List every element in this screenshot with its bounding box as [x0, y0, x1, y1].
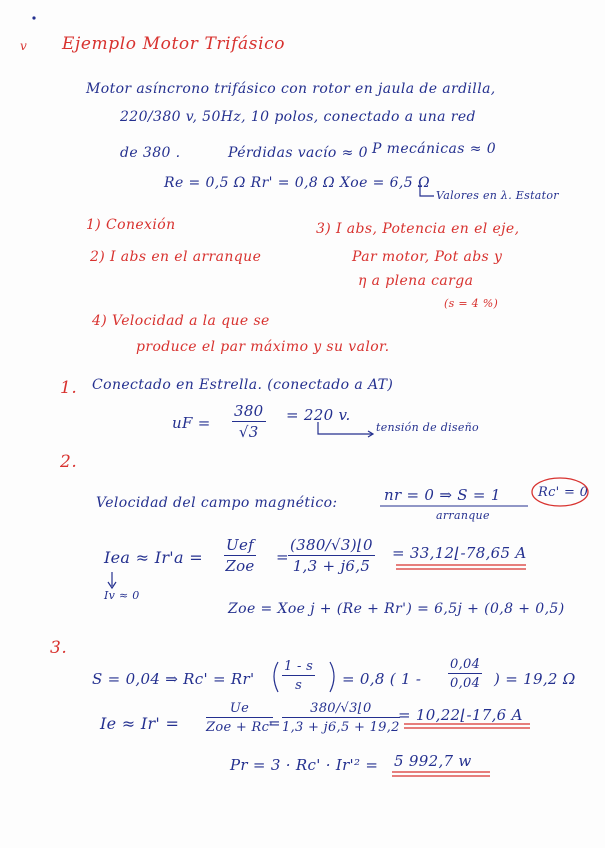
answer-3-current-result: = 10,22⌊-17,6 A — [398, 706, 523, 724]
answer-2-condition: nr = 0 ⇒ S = 1 — [384, 486, 501, 504]
left-paren — [274, 662, 278, 692]
statement-line-2: 220/380 v, 50Hz, 10 polos, conectado a una red — [120, 109, 476, 125]
answer-3-slip: S = 0,04 ⇒ Rc' = Rr' — [92, 670, 255, 688]
question-1: 1) Conexión — [86, 217, 176, 233]
statement-line-3a: de 380 . — [120, 145, 181, 161]
answer-1-lhs: uF = — [172, 414, 211, 432]
answer-2-fraction-2 — [288, 538, 375, 574]
question-3-line-1: 3) I abs, Potencia en el eje, — [316, 221, 520, 237]
answer-1-number: 1. — [60, 378, 78, 398]
answer-3-fraction-2 — [282, 702, 400, 734]
answer-1-text: Conectado en Estrella. (conectado a AT) — [92, 377, 394, 393]
answer-2-circled: Rc' = 0 — [538, 485, 589, 500]
checkmark: v — [20, 39, 28, 53]
motor-parameters: Re = 0,5 Ω Rr' = 0,8 Ω Xoe = 6,5 Ω — [164, 175, 430, 191]
question-3-line-3: η a plena carga — [358, 273, 474, 289]
answer-3-paren-fraction — [282, 660, 315, 692]
design-voltage-arrowhead — [368, 431, 373, 437]
answer-1-fraction — [232, 404, 266, 440]
statement-line-1: Motor asíncrono trifásico con rotor en jaula de ardilla, — [86, 81, 496, 97]
answer-3-power-lhs: Pr = 3 · Rc' · Ir'² = — [230, 756, 379, 774]
answer-2-fraction-2-num: (380/√3)⌊0 — [290, 536, 373, 554]
answer-3-middle-num: 0,04 — [450, 657, 481, 672]
answer-3-number: 3. — [50, 638, 68, 658]
answer-2-lhs: Iea ≈ Ir'a = — [104, 548, 203, 567]
answer-1-fraction-num: 380 — [234, 402, 264, 420]
answer-3-fraction-1-num: Ue — [206, 702, 273, 718]
answer-2-fraction-1-den: Zoe — [225, 557, 255, 575]
answer-1-note: tensión de diseño — [376, 421, 479, 434]
page-title: Ejemplo Motor Trifásico — [62, 34, 286, 54]
answer-2-text: Velocidad del campo magnético: — [96, 495, 338, 511]
question-2: 2) I abs en el arranque — [90, 249, 262, 265]
ink-dot — [32, 16, 35, 19]
answer-3-power-result: 5 992,7 w — [394, 752, 472, 770]
answer-2-fraction-1 — [224, 538, 256, 574]
answer-2-condition-note: arranque — [436, 509, 490, 522]
question-3-line-4: (s = 4 %) — [444, 297, 499, 310]
answer-3-equals: = — [268, 714, 281, 732]
question-4-line-2: produce el par máximo y su valor. — [136, 339, 390, 355]
answer-3-paren-num: 1 - s — [284, 659, 314, 674]
question-3-line-2: Par motor, Pot abs y — [352, 249, 503, 265]
answer-1-fraction-den: √3 — [238, 423, 259, 441]
statement-line-3b: Pérdidas vacío ≈ 0 — [228, 145, 368, 161]
answer-3-fraction-1 — [206, 702, 273, 734]
question-4-line-1: 4) Velocidad a la que se — [92, 313, 270, 329]
current-arrowhead — [108, 582, 116, 588]
answer-2-fraction-1-num: Uef — [226, 536, 254, 554]
answer-3-fraction-2-den: 1,3 + j6,5 + 19,2 — [282, 720, 400, 735]
answer-3-paren-den: s — [295, 678, 303, 693]
answer-3-middle-fraction — [448, 658, 482, 690]
parameters-note: Valores en λ. Estator — [436, 189, 559, 202]
statement-line-3c: P mecánicas ≈ 0 — [372, 141, 497, 157]
answer-3-fraction-2-num: 380/√3⌊0 — [282, 702, 400, 718]
answer-3-current-lhs: Ie ≈ Ir' = — [100, 714, 180, 733]
answer-3-result: ) = 19,2 Ω — [494, 670, 576, 688]
right-paren — [330, 662, 334, 692]
answer-3-middle: = 0,8 ( 1 - — [342, 670, 422, 688]
answer-2-equals: = — [276, 548, 289, 566]
answer-1-result: = 220 v. — [286, 406, 351, 424]
answer-2-number: 2. — [60, 452, 78, 472]
answer-2-result: = 33,12⌊-78,65 A — [392, 544, 527, 562]
answer-2-fraction-2-den: 1,3 + j6,5 — [292, 557, 371, 575]
answer-2-iv: Iv ≈ 0 — [104, 589, 140, 602]
answer-3-middle-den: 0,04 — [450, 676, 481, 691]
answer-2-impedance: Zoe = Xoe j + (Re + Rr') = 6,5j + (0,8 + 0,5) — [228, 601, 565, 617]
answer-3-fraction-1-den: Zoe + Rc' — [206, 720, 274, 735]
